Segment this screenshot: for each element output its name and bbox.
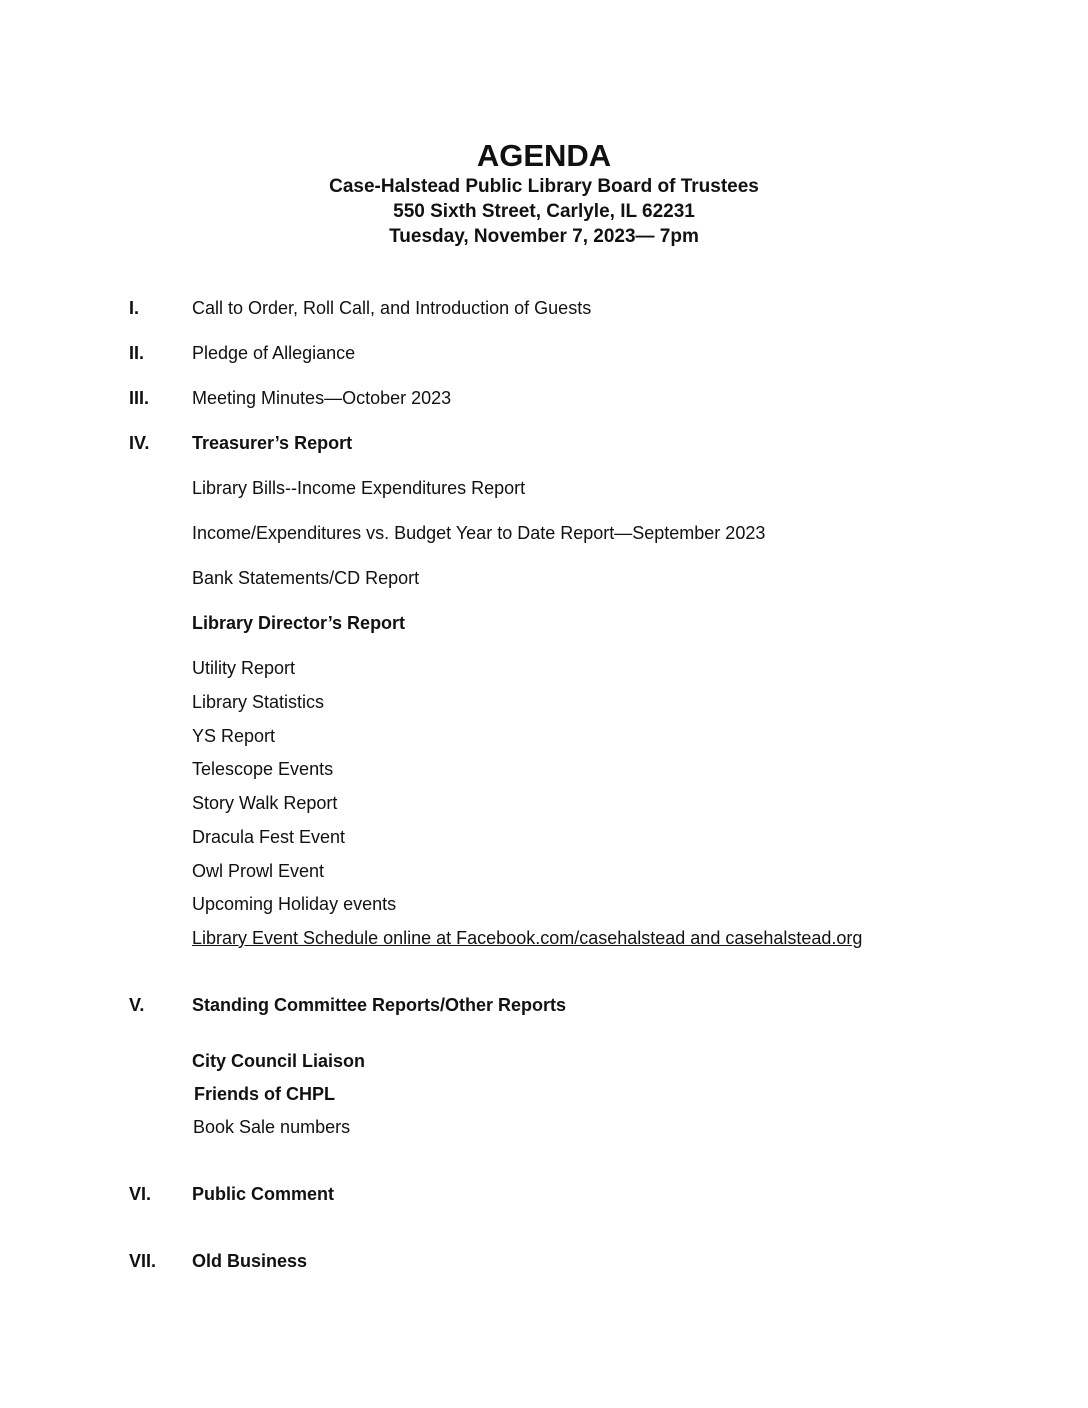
section-numeral-2: II. [129,343,145,363]
list-item: Owl Prowl Event [192,861,325,881]
subheading-directors-report: Library Director’s Report [192,613,406,633]
list-item: Story Walk Report [192,793,338,813]
list-item: YS Report [192,726,276,746]
section-label-call-to-order: Call to Order, Roll Call, and Introduction of Guests [192,298,592,318]
list-item: Dracula Fest Event [192,827,346,847]
section-label-pledge: Pledge of Allegiance [192,343,356,363]
section-numeral-5: V. [129,995,145,1015]
section-label-meeting-minutes: Meeting Minutes—October 2023 [192,388,452,408]
subheading-city-council-liaison: City Council Liaison [192,1051,366,1071]
meeting-address: 550 Sixth Street, Carlyle, IL 62231 [393,201,695,222]
section-label-treasurers-report: Treasurer’s Report [192,433,353,453]
section-numeral-4: IV. [129,433,150,453]
subheading-friends-of-chpl: Friends of CHPL [194,1084,336,1104]
list-item: Library Bills--Income Expenditures Report [192,478,526,498]
list-item: Income/Expenditures vs. Budget Year to Date Report—September 2023 [192,523,766,543]
meeting-date-time: Tuesday, November 7, 2023— 7pm [389,226,699,247]
section-label-committee-reports: Standing Committee Reports/Other Reports [192,995,567,1015]
event-schedule-link[interactable]: Library Event Schedule online at Facebook.com/casehalstead and casehalstead.org [192,928,863,948]
section-numeral-7: VII. [129,1251,157,1271]
list-item: Utility Report [192,658,296,678]
section-label-old-business: Old Business [192,1251,308,1271]
organization-name: Case-Halstead Public Library Board of Trustees [329,176,759,197]
section-numeral-3: III. [129,388,150,408]
list-item: Book Sale numbers [193,1117,351,1137]
list-item: Bank Statements/CD Report [192,568,420,588]
section-label-public-comment: Public Comment [192,1184,335,1204]
section-numeral-6: VI. [129,1184,152,1204]
list-item: Telescope Events [192,759,334,779]
section-numeral-1: I. [129,298,140,318]
list-item: Upcoming Holiday events [192,894,397,914]
list-item: Library Statistics [192,692,325,712]
page-title: AGENDA [476,138,612,173]
